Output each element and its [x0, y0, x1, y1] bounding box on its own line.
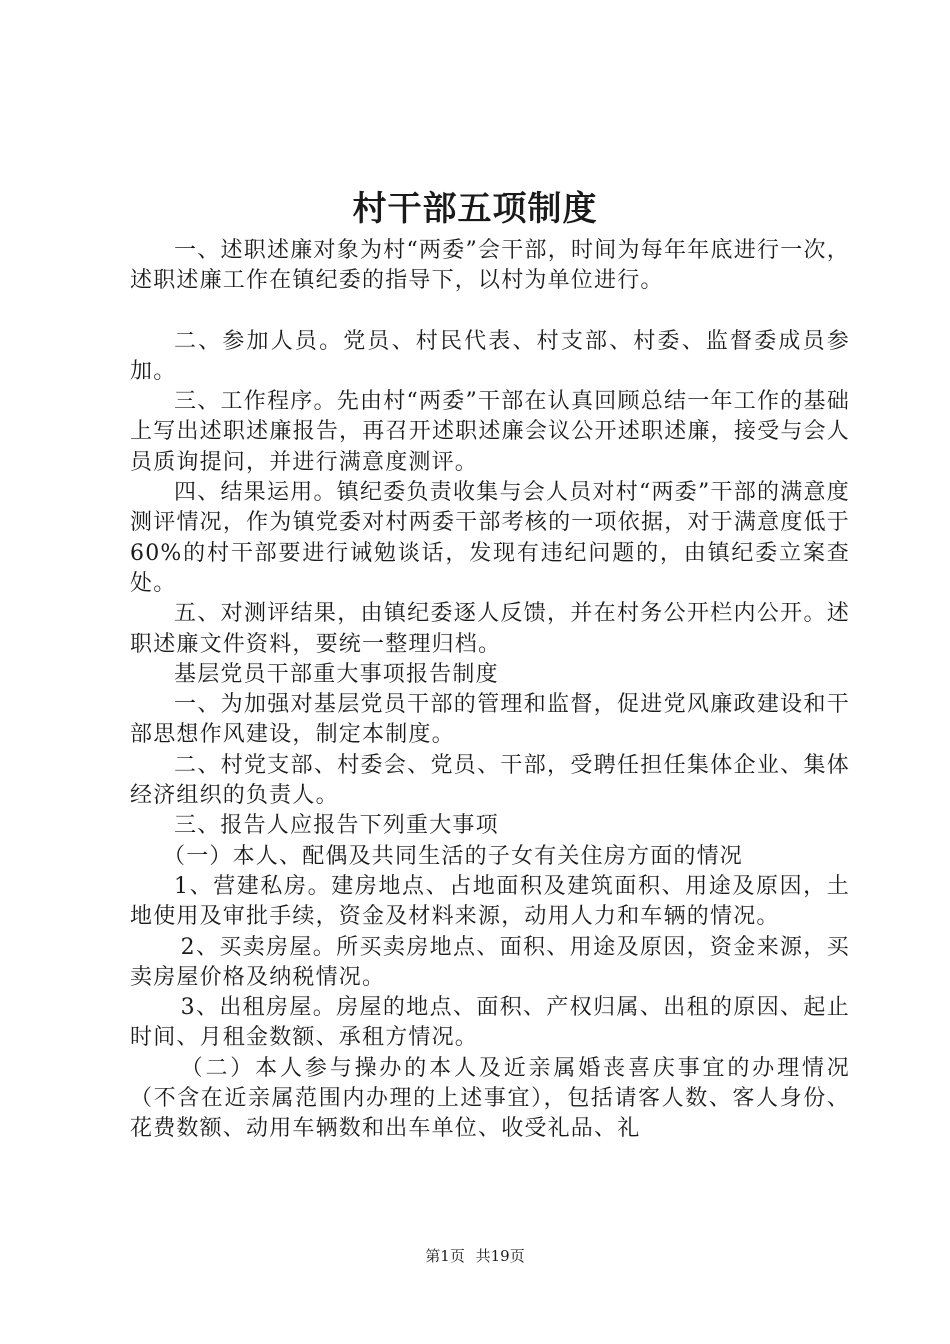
paragraph: 四、结果运用。镇纪委负责收集与会人员对村“两委”干部的满意度测评情况，作为镇党委对村两委干部考核的一项依据，对于满意度低于60%的村干部要进行诫勉谈话，发现有违纪问题的，由镇纪委立案查处。: [130, 480, 850, 596]
paragraph: 1、营建私房。建房地点、占地面积及建筑面积、用途及原因，土地使用及审批手续，资金及材料来源，动用人力和车辆的情况。: [130, 873, 850, 930]
section-heading: 基层党员干部重大事项报告制度: [174, 661, 499, 687]
document-title: 村干部五项制度: [352, 189, 598, 229]
page-number: 第1页: [425, 1247, 465, 1265]
paragraph: （一）本人、配偶及共同生活的子女有关住房方面的情况: [163, 843, 744, 869]
paragraph: 三、报告人应报告下列重大事项: [174, 813, 499, 839]
paragraph: 三、工作程序。先由村“两委”干部在认真回顾总结一年工作的基础上写出述职述廉报告，再召开述职述廉会议公开述职述廉，接受与会人员质询提问，并进行满意度测评。: [130, 389, 850, 475]
paragraph: 2、买卖房屋。所买卖房地点、面积、用途及原因，资金来源，买卖房屋价格及纳税情况。: [130, 934, 850, 990]
paragraph: 3、出租房屋。房屋的地点、面积、产权归属、出租的原因、起止时间、月租金数额、承租方情况。: [130, 995, 850, 1051]
paragraph: （二）本人参与操办的本人及近亲属婚丧喜庆事宜的办理情况（不含在近亲属范围内办理的上述事宜），包括请客人数、客人身份、花费数额、动用车辆数和出车单位、收受礼品、礼: [130, 1055, 850, 1142]
page-total: 共19页: [475, 1247, 525, 1265]
paragraph: 二、村党支部、村委会、党员、干部，受聘任担任集体企业、集体经济组织的负责人。: [130, 752, 850, 809]
document-body: [130, 236, 850, 1145]
paragraph: 一、述职述廉对象为村“两委”会干部，时间为每年年底进行一次，述职述廉工作在镇纪委的指导下，以村为单位进行。: [130, 238, 850, 294]
paragraph: 一、为加强对基层党员干部的管理和监督，促进党风廉政建设和干部思想作风建设，制定本制度。: [130, 692, 850, 748]
paragraph: 五、对测评结果，由镇纪委逐人反馈，并在村务公开栏内公开。述职述廉文件资料，要统一整理归档。: [130, 601, 850, 657]
paragraph: 二、参加人员。党员、村民代表、村支部、村委、监督委成员参加。: [130, 328, 850, 384]
page-footer: [0, 1246, 950, 1266]
